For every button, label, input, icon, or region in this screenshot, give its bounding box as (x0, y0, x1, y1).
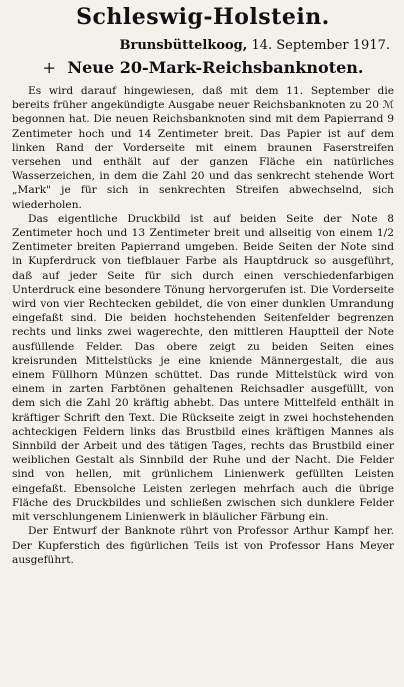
dateline-place: Brunsbüttelkoog, (119, 38, 248, 53)
paragraph: Es wird darauf hingewiesen, daß mit dem 11. September die bereits früher angekündigte Ausgabe neuer Reichsbanknoten zu 20 ℳ begonnen hat. Die neuen Reichsbanknoten sind mit dem Papierrand 9 Zentimeter hoch und 14 Zentimeter breit. Das Papier ist auf dem linken Rand der Vorderseite mit einem braunen Faserstreifen versehen und enthält auf der ganzen Fläche ein natürliches Wasserzeichen, in dem die Zahl 20 und das senkrecht stehende Wort „Mark" je für sich in senkrechten Streifen abwechselnd, sich wiederholen. (12, 85, 394, 211)
headline-marker: + (42, 58, 56, 77)
dateline-date: 14. September 1917. (251, 38, 390, 53)
headline-text: Neue 20-Mark-Reichsbanknoten. (67, 58, 364, 77)
article-body (12, 84, 394, 567)
section-title: Schleswig-Holstein. (76, 4, 330, 30)
dateline (12, 38, 390, 54)
paragraph: Das eigentliche Druckbild ist auf beiden Seite der Note 8 Zentimeter hoch und 13 Zentimeter breit und allseitig von einem 1/2 Zentimeter breiten Papierrand umgeben. Beide Seiten der Note sind in Kupferdruck von tiefblauer Farbe als Hauptdruck so ausgeführt, daß auf jeder Seite für sich durch einen verschiedenfarbigen Unterdruck eine besondere Tönung hervorgerufen ist. Die Vorderseite wird von vier Rechtecken gebildet, die von einer dunklen Umrandung eingefaßt sind. Die beiden hochstehenden Seitenfelder begrenzen rechts und links zwei wagerechte, den mittleren Hauptteil der Note ausfüllende Felder. Das obere zeigt zu beiden Seiten eines kreisrunden Mittelstücks je eine kniende Männergestalt, die aus einem Füllhorn Münzen schüttet. Das runde Mittelstück wird von einem in zarten Farbtönen gehaltenen Reichsadler ausgefüllt, von dem sich die Zahl 20 kräftig abhebt. Das untere Mittelfeld enthält in kräftiger Schrift den Text. Die Rückseite zeigt in zwei hochstehenden achteckigen Feldern links das Brustbild eines kräftigen Mannes als Sinnbild der Arbeit und des tätigen Tages, rechts das Brustbild einer weiblichen Gestalt als Sinnbild der Ruhe und der Nacht. Die Felder sind von hellen, mit grünlichem Linienwerk gefüllten Leisten eingefaßt. Ebensolche Leisten zerlegen mehrfach auch die übrige Fläche des Druckbildes und schließen zwischen sich dunklere Felder mit verschlungenem Linienwerk in bläulicher Färbung ein. (12, 212, 394, 524)
paragraph: Der Entwurf der Banknote rührt von Professor Arthur Kampf her. Der Kupferstich des figürlichen Teils ist von Professor Hans Meyer ausgeführt. (12, 525, 394, 566)
article-headline (12, 58, 394, 78)
